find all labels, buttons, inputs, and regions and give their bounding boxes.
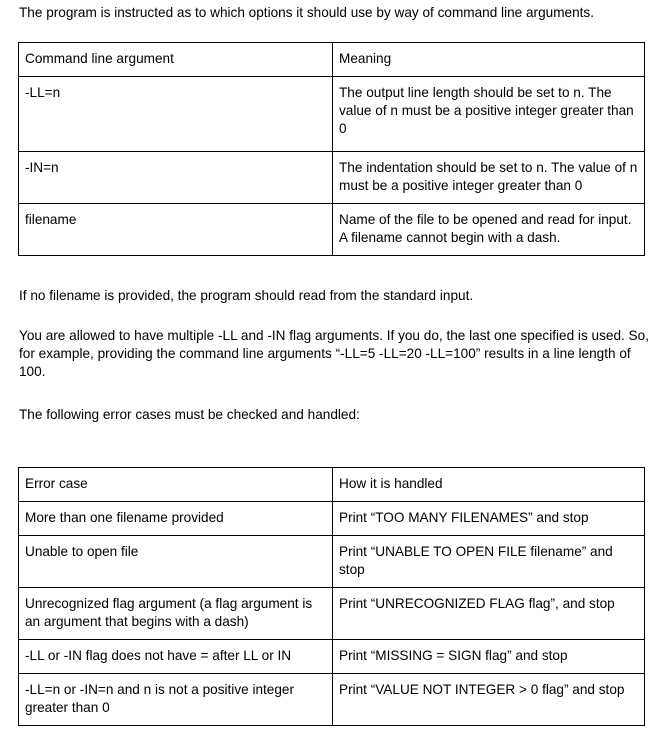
option-meaning: Name of the file to be opened and read for input. A filename cannot begin with a dash. — [333, 204, 645, 256]
errors-table — [18, 467, 645, 726]
errors-header-handling: How it is handled — [333, 468, 645, 502]
option-argument: filename — [19, 204, 333, 256]
error-case: Unrecognized flag argument (a flag argument is an argument that begins with a dash) — [19, 588, 333, 640]
table-row — [19, 536, 645, 588]
error-case: Unable to open file — [19, 536, 333, 588]
table-row — [19, 640, 645, 674]
options-table-header-row — [19, 43, 645, 77]
error-handling: Print “VALUE NOT INTEGER > 0 flag” and stop — [333, 674, 645, 726]
option-argument: -LL=n — [19, 77, 333, 152]
option-argument: -IN=n — [19, 152, 333, 204]
table-row — [19, 502, 645, 536]
error-case: -LL or -IN flag does not have = after LL or IN — [19, 640, 333, 674]
error-case: More than one filename provided — [19, 502, 333, 536]
multiple-flags-paragraph: You are allowed to have multiple -LL and -IN flag arguments. If you do, the last one specified is used. So, for example, providing the command line arguments “-LL=5 -LL=20 -LL=100” results in a line length of 100. — [19, 328, 649, 379]
intro-paragraph: The program is instructed as to which options it should use by way of command line arguments. — [19, 5, 594, 20]
table-row — [19, 674, 645, 726]
table-row — [19, 152, 645, 204]
options-table — [18, 42, 645, 256]
table-row — [19, 588, 645, 640]
option-meaning: The output line length should be set to n. The value of n must be a positive integer greater than 0 — [333, 77, 645, 152]
options-header-argument: Command line argument — [19, 43, 333, 77]
error-handling: Print “UNABLE TO OPEN FILE filename” and stop — [333, 536, 645, 588]
error-case: -LL=n or -IN=n and n is not a positive integer greater than 0 — [19, 674, 333, 726]
table-row — [19, 77, 645, 152]
error-handling: Print “TOO MANY FILENAMES” and stop — [333, 502, 645, 536]
options-header-meaning: Meaning — [333, 43, 645, 77]
error-handling: Print “UNRECOGNIZED FLAG flag”, and stop — [333, 588, 645, 640]
table-row — [19, 204, 645, 256]
no-filename-paragraph: If no filename is provided, the program should read from the standard input. — [19, 288, 474, 303]
errors-table-header-row — [19, 468, 645, 502]
errors-header-case: Error case — [19, 468, 333, 502]
errors-intro-paragraph: The following error cases must be checked and handled: — [19, 407, 360, 422]
option-meaning: The indentation should be set to n. The value of n must be a positive integer greater than 0 — [333, 152, 645, 204]
error-handling: Print “MISSING = SIGN flag” and stop — [333, 640, 645, 674]
